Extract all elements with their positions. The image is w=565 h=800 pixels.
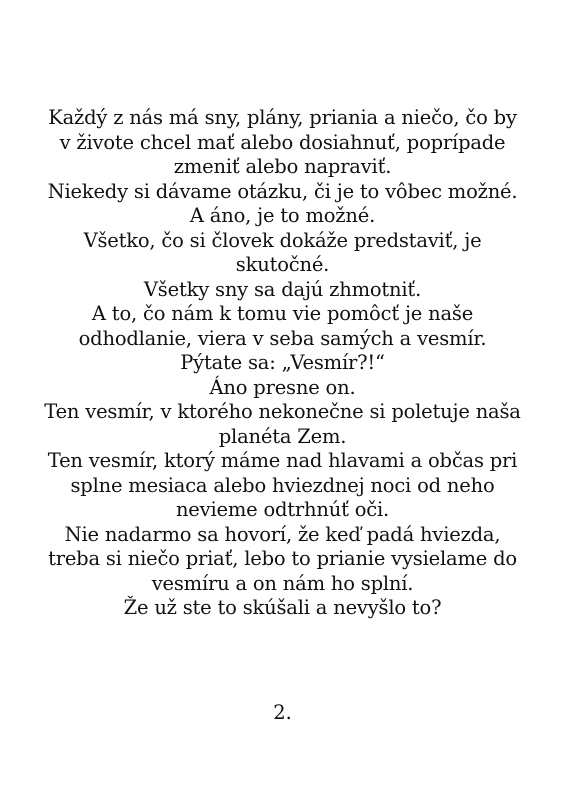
text-line: planéta Zem. bbox=[218, 424, 347, 448]
text-line: treba si niečo priať, lebo to prianie vysielame do bbox=[48, 547, 517, 570]
text-line: nevieme odtrhnúť oči. bbox=[175, 498, 390, 521]
text-line: A áno, je to možné. bbox=[189, 204, 376, 227]
page-body-text bbox=[30, 106, 535, 621]
text-line: v živote chcel mať alebo dosiahnuť, poprípade bbox=[59, 130, 506, 154]
text-line: Každý z nás má sny, plány, priania a niečo, čo by bbox=[48, 106, 517, 129]
text-line: Niekedy si dávame otázku, či je to vôbec možné. bbox=[47, 179, 518, 203]
text-line: zmeniť alebo napraviť. bbox=[173, 155, 392, 178]
text-line: Áno presne on. bbox=[209, 375, 356, 399]
text-line: odhodlanie, viera v seba samých a vesmír. bbox=[78, 326, 487, 350]
text-line: Že už ste to skúšali a nevyšlo to? bbox=[123, 596, 442, 619]
text-line: Pýtate sa: „Vesmír?!“ bbox=[180, 351, 385, 374]
text-line: vesmíru a on nám ho splní. bbox=[151, 571, 414, 595]
text-line: skutočné. bbox=[235, 253, 330, 276]
text-line: Všetko, čo si človek dokáže predstaviť, je bbox=[83, 228, 482, 252]
text-line: Ten vesmír, v ktorého nekonečne si poletuje naša bbox=[44, 400, 521, 423]
page-number: 2. bbox=[273, 701, 292, 724]
text-line: Nie nadarmo sa hovorí, že keď padá hviezda, bbox=[64, 522, 501, 546]
text-line: Všetky sny sa dajú zhmotniť. bbox=[143, 277, 422, 301]
text-line: splne mesiaca alebo hviezdnej noci od neho bbox=[70, 473, 495, 497]
text-line: Ten vesmír, ktorý máme nad hlavami a občas pri bbox=[47, 449, 518, 472]
text-line: A to, čo nám k tomu vie pomôcť je naše bbox=[91, 302, 474, 325]
